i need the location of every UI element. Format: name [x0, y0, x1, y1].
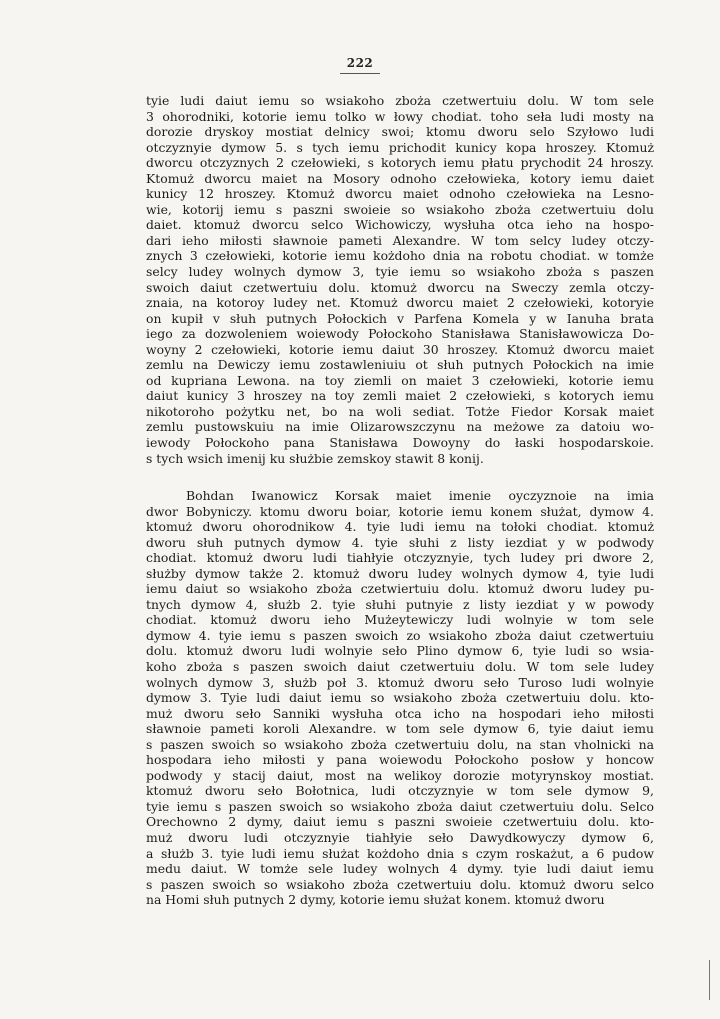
text-line: służby dymow także 2. ktomuż dworu ludey wolnych dymow 4, tyie ludi — [146, 565, 654, 581]
text-line: selcy ludey wolnych dymow 3, tyie iemu so wsiakoho zboża s paszen — [146, 264, 654, 280]
text-line: dworu słuh putnych dymow 4. tyie słuhi z listy iezdiat y w podwody — [146, 534, 654, 550]
text-line: dworcu otczyznych 2 czełowieki, s kotorych iemu płatu prychodit 24 hroszy. — [146, 155, 654, 171]
paragraph-text — [146, 488, 654, 908]
text-line: dymow 4. tyie iemu s paszen swoich zo wsiakoho zboża daiut czetwertuiu — [146, 627, 654, 643]
margin-scan-mark — [709, 960, 710, 1000]
text-line: podwody y stacij daiut, most na welikoy dorozie motyrynskoy mostiat. — [146, 767, 654, 783]
text-line: dolu. ktomuż dworu ludi wolnyie seło Plino dymow 6, tyie ludi so wsia- — [146, 643, 654, 659]
paragraph-text — [146, 93, 654, 466]
text-line: daiet. ktomuż dworcu selco Wichowiczy, wysłuha otca ieho na hospo- — [146, 217, 654, 233]
text-line: daiut kunicy 3 hroszey na toy zemli maiet 2 czełowieki, s kotorych iemu — [146, 388, 654, 404]
text-line: dwor Bobyniczy. ktomu dworu boiar, kotorie iemu konem służat, dymow 4. — [146, 503, 654, 519]
paragraph-2 — [146, 488, 654, 908]
text-line: iego za dozwoleniem woiewody Połockoho Stanisława Stanisławowicza Do- — [146, 326, 654, 342]
text-line: a służb 3. tyie ludi iemu służat kożdoho dnia s czym roskażut, a 6 pudow — [146, 845, 654, 861]
text-line: muż dworu seło Sanniki wysłuha otca icho na hospodari ieho miłosti — [146, 705, 654, 721]
text-line: Ktomuż dworcu maiet na Mosory odnoho czełowieka, kotory iemu daiet — [146, 170, 654, 186]
text-line: dorozie dryskoy mostiat delnicy swoi; ktomu dworu selo Szyłowo ludi — [146, 124, 654, 140]
text-line: znych 3 czełowieki, kotorie iemu kożdoho dnia na robotu chodiat. w tomże — [146, 248, 654, 264]
text-line: tyie ludi daiut iemu so wsiakoho zboża czetwertuiu dolu. W tom sele — [146, 93, 654, 108]
text-line: otczyznyie dymow 5. s tych iemu prichodit kunicy kopa hroszey. Ktomuż — [146, 139, 654, 155]
text-line: on kupił v słuh putnych Połockich v Parfena Komela y w Ianuha brata — [146, 310, 654, 326]
text-line: nikotoroho pożytku net, bo na woli sediat. Totże Fiedor Korsak maiet — [146, 403, 654, 419]
text-line: ktomuż dworu ohorodnikow 4. tyie ludi iemu na tołoki chodiat. ktomuż — [146, 519, 654, 535]
page-number-rule — [340, 73, 380, 74]
text-line: s paszen swoich so wsiakoho zboża czetwertuiu dolu. ktomuż dworu selco — [146, 876, 654, 892]
text-line: na Homi słuh putnych 2 dymy, kotorie iemu służat konem. ktomuż dworu — [146, 892, 605, 908]
text-line: dymow 3. Tyie ludi daiut iemu so wsiakoho zboża czetwertuiu dolu. kto- — [146, 690, 654, 706]
text-line: muż dworu ludi otczyznyie tiahłyie seło Dawydkowyczy dymow 6, — [146, 830, 654, 846]
text-line: iemu daiut so wsiakoho zboża czetwiertuiu dolu. ktomuż dworu ludey pu- — [146, 581, 654, 597]
text-line: tnych dymow 4, służb 2. tyie słuhi putnyie z listy iezdiat y w powody — [146, 596, 654, 612]
text-line: wie, kotorij iemu s paszni swoieie so wsiakoho zboża czetwertuiu dolu — [146, 201, 654, 217]
text-line: woyny 2 czełowieki, kotorie iemu daiut 30 hroszey. Ktomuż dworcu maiet — [146, 341, 654, 357]
text-line: od kupriana Lewona. na toy ziemli on maiet 3 czełowieki, kotorie iemu — [146, 372, 654, 388]
page-number-text: 222 — [346, 56, 374, 70]
text-line: ktomuż dworu seło Bołotnica, ludi otczyznyie w tom sele dymow 9, — [146, 783, 654, 799]
text-line: Bohdan Iwanowicz Korsak maiet imenie oyczyznoie na imia — [186, 488, 654, 503]
text-line: iewody Połockoho pana Stanisława Dowoyny do łaski hospodarskoie. — [146, 435, 654, 451]
text-line: wolnych dymow 3, służb poł 3. ktomuż dworu seło Turoso ludi wolnyie — [146, 674, 654, 690]
text-line: chodiat. ktomuż dworu ludi tiahłyie otczyznyie, tych ludey pri dwore 2, — [146, 550, 654, 566]
text-line: zemlu na Dewiczy iemu zostawleniuiu ot słuh putnych Połockich na imie — [146, 357, 654, 373]
paragraph-1 — [146, 93, 654, 466]
text-line: hospodara ieho miłosti y pana woiewodu Połockoho posłow y honcow — [146, 752, 654, 768]
text-line: znaia, na kotoroy ludey net. Ktomuż dworcu maiet 2 czełowieki, kotoryie — [146, 295, 654, 311]
page-number — [0, 56, 720, 74]
text-line: zemlu pustowskuiu na imie Olizarowszczynu na meżowe za datoiu wo- — [146, 419, 654, 435]
text-line: sławnoie pameti koroli Alexandre. w tom sele dymow 6, tyie daiut iemu — [146, 721, 654, 737]
text-line: chodiat. ktomuż dworu ieho Mużeytewiczy ludi wolnyie w tom sele — [146, 612, 654, 628]
text-line: s paszen swoich so wsiakoho zboża czetwertuiu dolu, na stan vholnicki na — [146, 736, 654, 752]
text-line: s tych wsich imenij ku służbie zemskoy stawit 8 konij. — [146, 450, 484, 466]
text-line: dari ieho miłosti sławnoie pameti Alexandre. W tom selcy ludey otczy- — [146, 232, 654, 248]
text-line: Orechowno 2 dymy, daiut iemu s paszni swoieie czetwertuiu dolu. kto- — [146, 814, 654, 830]
text-line: koho zboża s paszen swoich daiut czetwertuiu dolu. W tom sele ludey — [146, 659, 654, 675]
text-line: swoich daiut czetwertuiu dolu. ktomuż dworcu na Sweczy zemla otczy- — [146, 279, 654, 295]
text-line: tyie iemu s paszen swoich so wsiakoho zboża daiut czetwertuiu dolu. Selco — [146, 798, 654, 814]
text-line: kunicy 12 hroszey. Ktomuż dworcu maiet odnoho czełowieka na Lesno- — [146, 186, 654, 202]
text-line: medu daiut. W tomże sele ludey wolnych 4 dymy. tyie ludi daiut iemu — [146, 861, 654, 877]
text-line: 3 ohorodniki, kotorie iemu tolko w łowy chodiat. toho seła ludi mosty na — [146, 108, 654, 124]
